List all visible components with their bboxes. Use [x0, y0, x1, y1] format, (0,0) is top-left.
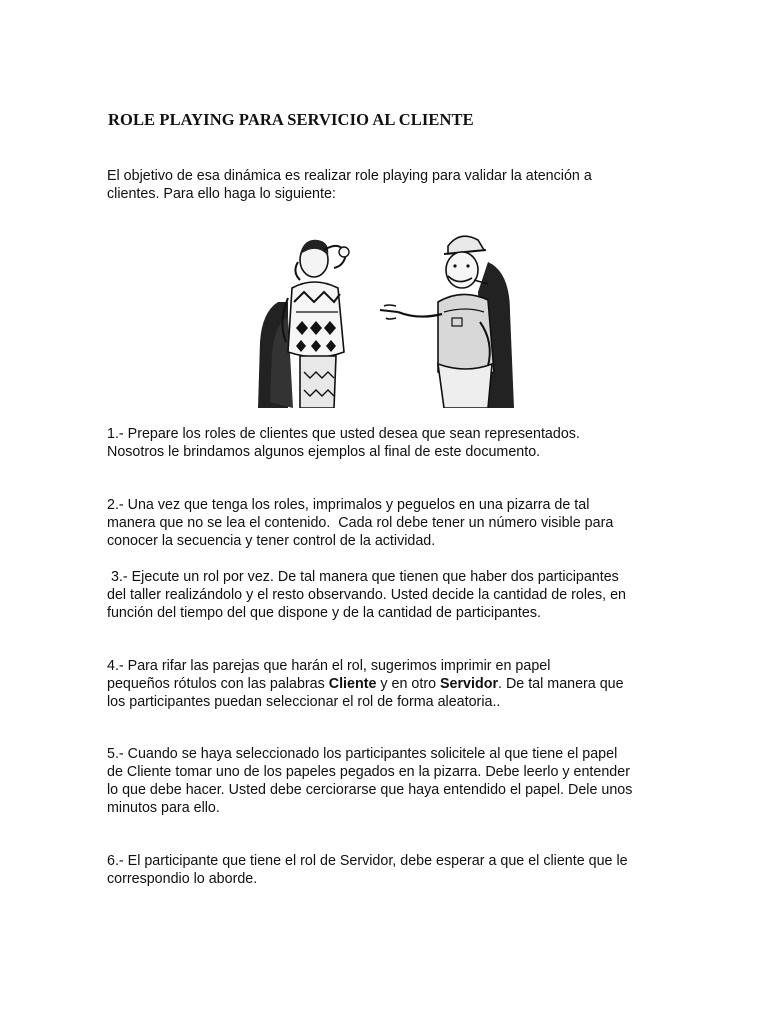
intro-paragraph: El objetivo de esa dinámica es realizar role playing para validar la atención a clientes. Para ello haga lo siguiente:: [107, 168, 592, 202]
step-4-text-b: y en otro: [376, 676, 440, 692]
step-4-bold-servidor: Servidor: [440, 676, 499, 692]
man-figure: [380, 236, 514, 408]
step-2-paragraph: 2.- Una vez que tenga los roles, imprimalos y peguelos en una pizarra de tal manera que no se lea el contenido. Cada rol debe tener un número visible para conocer la secuencia y tener control de la actividad.: [107, 497, 614, 549]
step-1-paragraph: 1.- Prepare los roles de clientes que usted desea que sean representados. Nosotros le brindamos algunos ejemplos al final de este documento.: [107, 426, 580, 460]
step-4-text-c: . De tal manera que los participantes puedan seleccionar el rol de forma aleatoria..: [107, 676, 624, 710]
step-5-paragraph: 5.- Cuando se haya seleccionado los participantes solicitele al que tiene el papel de Cliente tomar uno de los papeles pegados en la pizarra. Debe leerlo y entender lo que debe hacer. Usted debe cerciorarse que haya entendido el papel. Dele unos minutos para ello.: [107, 746, 633, 816]
step-4-bold-cliente: Cliente: [328, 676, 377, 692]
document-title: ROLE PLAYING PARA SERVICIO AL CLIENTE: [108, 110, 474, 129]
step-3-paragraph: 3.- Ejecute un rol por vez. De tal manera que tienen que haber dos participantes del taller realizándolo y el resto observando. Usted decide la cantidad de roles, en función del tiempo del que dispone y de la cantidad de participantes.: [107, 569, 626, 621]
step-4-text-a: 4.- Para rifar las parejas que harán el rol, sugerimos imprimir en papel pequeños rótulos con las palabras: [107, 658, 551, 692]
step-4-paragraph: [107, 657, 667, 711]
step-6-paragraph: 6.- El participante que tiene el rol de Servidor, debe esperar a que el cliente que le correspondio lo aborde.: [107, 853, 628, 887]
woman-figure: [258, 240, 349, 408]
two-people-talking-illustration: [248, 232, 528, 408]
